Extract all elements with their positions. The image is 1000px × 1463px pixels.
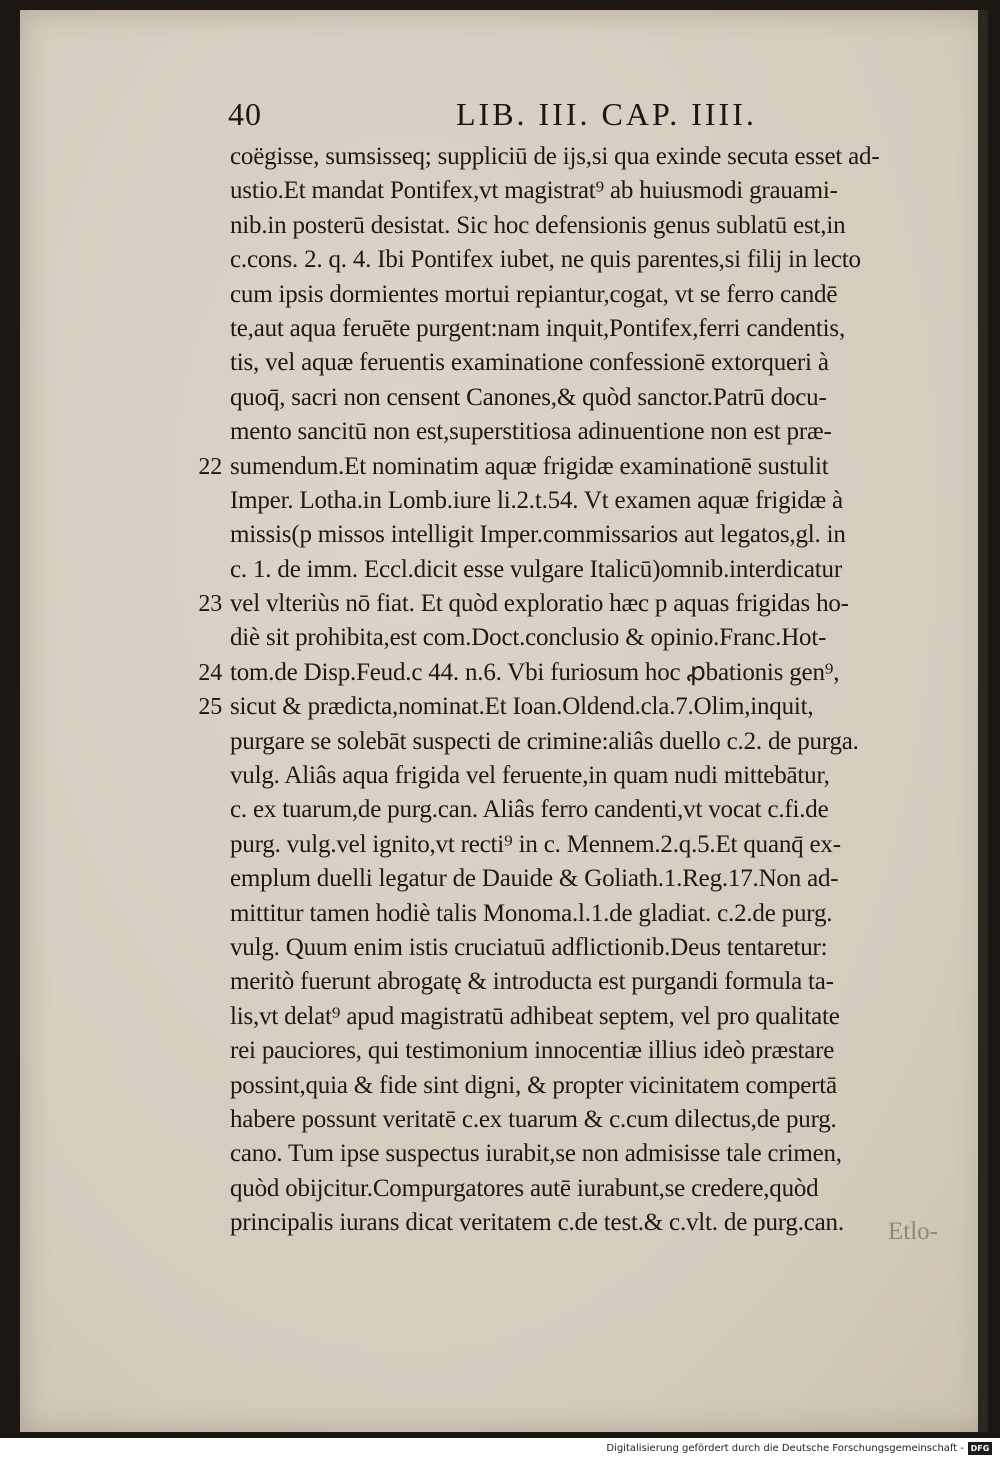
line-text: Imper. Lotha.in Lomb.iure li.2.t.54. Vt examen aquæ frigidæ à	[230, 486, 843, 514]
line-text: coëgisse, sumsisseq; suppliciū de ijs,si qua exinde secuta esset ad-	[230, 143, 880, 170]
text-line	[230, 140, 970, 174]
page-edge	[978, 10, 988, 1432]
text-line	[198, 587, 970, 621]
line-text: tom.de Disp.Feud.c 44. n.6. Vbi furiosum hoc ꝓbationis gen⁹,	[230, 658, 840, 686]
line-text: lis,vt delat⁹ apud magistratū adhibeat septem, vel pro qualitate	[230, 1002, 840, 1030]
text-line	[230, 415, 970, 449]
page-number: 40	[228, 96, 262, 132]
line-text: emplum duelli legatur de Dauide & Goliath.1.Reg.17.Non ad-	[230, 865, 839, 893]
text-line	[230, 312, 970, 346]
text-line	[230, 1069, 970, 1103]
line-text: vulg. Aliâs aqua frigida vel feruente,in quam nudi mittebātur,	[230, 762, 830, 790]
text-line	[230, 1137, 970, 1171]
line-text: meritò fuerunt abrogatę & introducta est purgandi formula ta-	[230, 968, 834, 996]
line-text: missis(p missos intelligit Imper.commissarios aut legatos,gl. in	[230, 521, 846, 549]
text-line	[230, 931, 970, 965]
marginal-number: 22	[198, 453, 222, 480]
line-text: cum ipsis dormientes mortui repiantur,cogat, vt se ferro candē	[230, 280, 838, 308]
text-line	[230, 793, 970, 827]
line-text: c. ex tuarum,de purg.can. Aliâs ferro candenti,vt vocat c.fi.de	[230, 796, 829, 824]
dfg-logo: DFG	[968, 1442, 992, 1455]
text-line	[230, 174, 970, 208]
line-text: quoq̄, sacri non censent Canones,& quòd sanctor.Patrū docu-	[230, 383, 827, 411]
body-text	[198, 140, 970, 1241]
text-line	[230, 1034, 970, 1068]
text-line	[230, 553, 970, 587]
text-line	[230, 965, 970, 999]
line-text: purg. vulg.vel ignito,vt recti⁹ in c. Mennem.2.q.5.Et quanq̄ ex-	[230, 830, 841, 858]
line-text: mento sancitū non est,superstitiosa adinuentione non est præ-	[230, 418, 832, 446]
line-text: c. 1. de imm. Eccl.dicit esse vulgare Italicū)omnib.interdicatur	[230, 555, 842, 583]
text-line	[230, 621, 970, 655]
text-line	[230, 862, 970, 896]
marginal-number: 25	[198, 694, 222, 721]
footer	[0, 1438, 1000, 1463]
catchword: Etlo-	[888, 1218, 938, 1245]
line-text: tis, vel aquæ feruentis examinatione confessionē extorqueri à	[230, 349, 829, 377]
footer-credit: Digitalisierung gefördert durch die Deutsche Forschungsgemeinschaft -	[606, 1443, 964, 1454]
line-text: te,aut aqua feruēte purgent:nam inquit,Pontifex,ferri candentis,	[230, 314, 845, 342]
text-line	[230, 518, 970, 552]
line-text: principalis iurans dicat veritatem c.de test.& c.vlt. de purg.can.	[230, 1209, 844, 1237]
text-line	[230, 725, 970, 759]
line-text: sumendum.Et nominatim aquæ frigidæ examinationē sustulit	[230, 452, 829, 480]
line-text: ustio.Et mandat Pontifex,vt magistrat⁹ ab huiusmodi grauami-	[230, 177, 838, 205]
text-line	[198, 656, 970, 690]
text-line	[230, 759, 970, 793]
line-text: c.cons. 2. q. 4. Ibi Pontifex iubet, ne quis parentes,si filij in lecto	[230, 246, 861, 274]
text-line	[230, 1206, 970, 1240]
text-line	[230, 484, 970, 518]
line-text: quòd obijcitur.Compurgatores autē iurabunt,se credere,quòd	[230, 1174, 819, 1202]
marginal-number: 24	[198, 659, 222, 686]
line-text: cano. Tum ipse suspectus iurabit,se non admisisse tale crimen,	[230, 1140, 842, 1168]
line-text: vulg. Quum enim istis cruciatuū adflictionib.Deus tentaretur:	[230, 933, 828, 961]
line-text: purgare se solebāt suspecti de crimine:aliâs duello c.2. de purga.	[230, 727, 859, 755]
text-line	[198, 690, 970, 724]
line-text: sicut & prædicta,nominat.Et Ioan.Oldend.cla.7.Olim,inquit,	[230, 693, 814, 721]
text-line	[230, 381, 970, 415]
line-text: vel vlteriùs nō fiat. Et quòd exploratio hæc p aquas frigidas ho-	[230, 590, 849, 618]
text-line	[230, 209, 970, 243]
line-text: diè sit prohibita,est com.Doct.conclusio & opinio.Franc.Hot-	[230, 624, 827, 652]
marginal-number: 23	[198, 591, 222, 618]
line-text: rei pauciores, qui testimonium innocentiæ illius ideò præstare	[230, 1037, 835, 1065]
running-head	[228, 96, 968, 136]
text-line	[230, 828, 970, 862]
line-text: habere possunt veritatē c.ex tuarum & c.cum dilectus,de purg.	[230, 1105, 837, 1133]
line-text: nib.in posterū desistat. Sic hoc defensionis genus sublatū est,in	[230, 211, 846, 239]
line-text: mittitur tamen hodiè talis Monoma.l.1.de gladiat. c.2.de purg.	[230, 899, 833, 927]
text-line	[230, 897, 970, 931]
text-line	[198, 450, 970, 484]
text-line	[230, 1000, 970, 1034]
line-text: possint,quia & fide sint digni, & propter vicinitatem compertā	[230, 1071, 837, 1099]
text-line	[230, 278, 970, 312]
text-line	[230, 346, 970, 380]
text-line	[230, 1172, 970, 1206]
running-title: LIB. III. CAP. IIII.	[456, 96, 757, 132]
text-line	[230, 243, 970, 277]
text-line	[230, 1103, 970, 1137]
